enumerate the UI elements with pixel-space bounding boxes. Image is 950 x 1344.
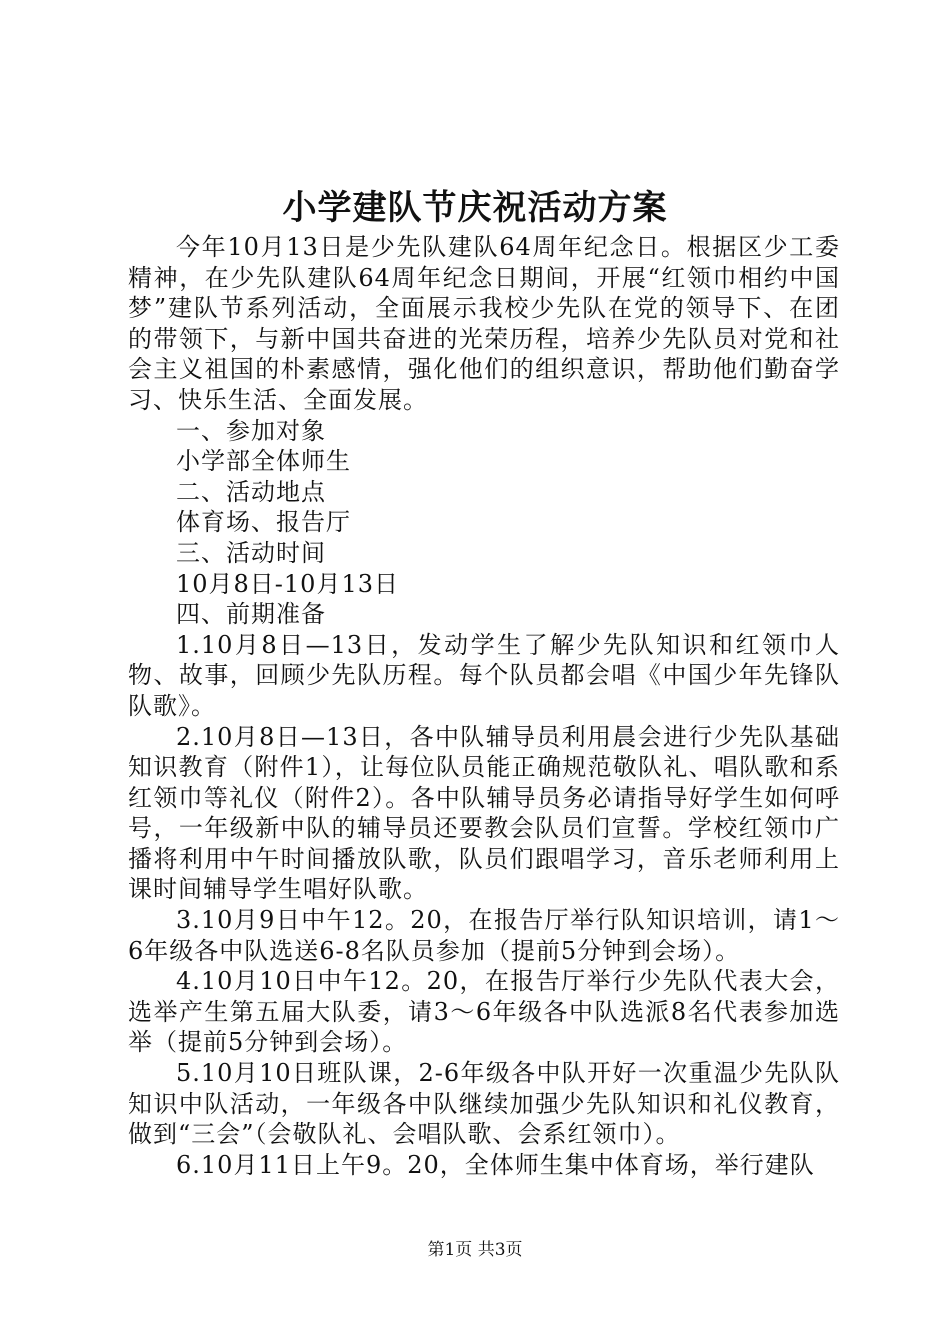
paragraph-item-3: 3.10月9日中午12。20，在报告厅举行队知识培训，请1～6年级各中队选送6-8名队员参加（提前5分钟到会场）。 [128, 906, 840, 965]
heading-participants: 一、参加对象 [176, 416, 326, 445]
paragraph-intro: 今年10月13日是少先队建队64周年纪念日。根据区少工委精神，在少先队建队64周年纪念日期间，开展“红领巾相约中国梦”建队节系列活动，全面展示我校少先队在党的领导下、在团的带领下，与新中国共奋进的光荣历程，培养少先队员对党和社会主义祖国的朴素感情，强化他们的组织意识，帮助他们勤奋学习、快乐生活、全面发展。 [128, 233, 840, 414]
paragraph-item-6: 6.10月11日上午9。20，全体师生集中体育场，举行建队 [176, 1150, 815, 1179]
heading-location: 二、活动地点 [176, 477, 326, 506]
paragraph-item-5: 5.10月10日班队课，2-6年级各中队开好一次重温少先队队知识中队活动，一年级各中队继续加强少先队知识和礼仪教育，做到“三会”（会敬队礼、会唱队歌、会系红领巾）。 [128, 1059, 840, 1149]
heading-preparation: 四、前期准备 [176, 600, 326, 629]
paragraph-participants: 小学部全体师生 [176, 447, 351, 476]
paragraph-time: 10月8日-10月13日 [176, 569, 399, 598]
page-number-footer: 第1页 共3页 [427, 1240, 523, 1260]
paragraph-location: 体育场、报告厅 [176, 508, 351, 537]
paragraph-item-1: 1.10月8日—13日，发动学生了解少先队知识和红领巾人物、故事，回顾少先队历程。每个队员都会唱《中国少年先锋队队歌》。 [128, 630, 840, 720]
document-body [128, 232, 840, 1180]
document-title: 小学建队节庆祝活动方案 [282, 188, 668, 228]
paragraph-item-2: 2.10月8日—13日，各中队辅导员利用晨会进行少先队基础知识教育（附件1），让每位队员能正确规范敬队礼、唱队歌和系红领巾等礼仪（附件2）。各中队辅导员务必请指导好学生如何呼号，一年级新中队的辅导员还要教会队员们宣誓。学校红领巾广播将利用中午时间播放队歌，队员们跟唱学习，音乐老师利用上课时间辅导学生唱好队歌。 [128, 722, 840, 904]
paragraph-item-4: 4.10月10日中午12。20，在报告厅举行少先队代表大会，选举产生第五届大队委，请3～6年级各中队选派8名代表参加选举（提前5分钟到会场）。 [128, 967, 840, 1057]
heading-time: 三、活动时间 [176, 538, 326, 567]
